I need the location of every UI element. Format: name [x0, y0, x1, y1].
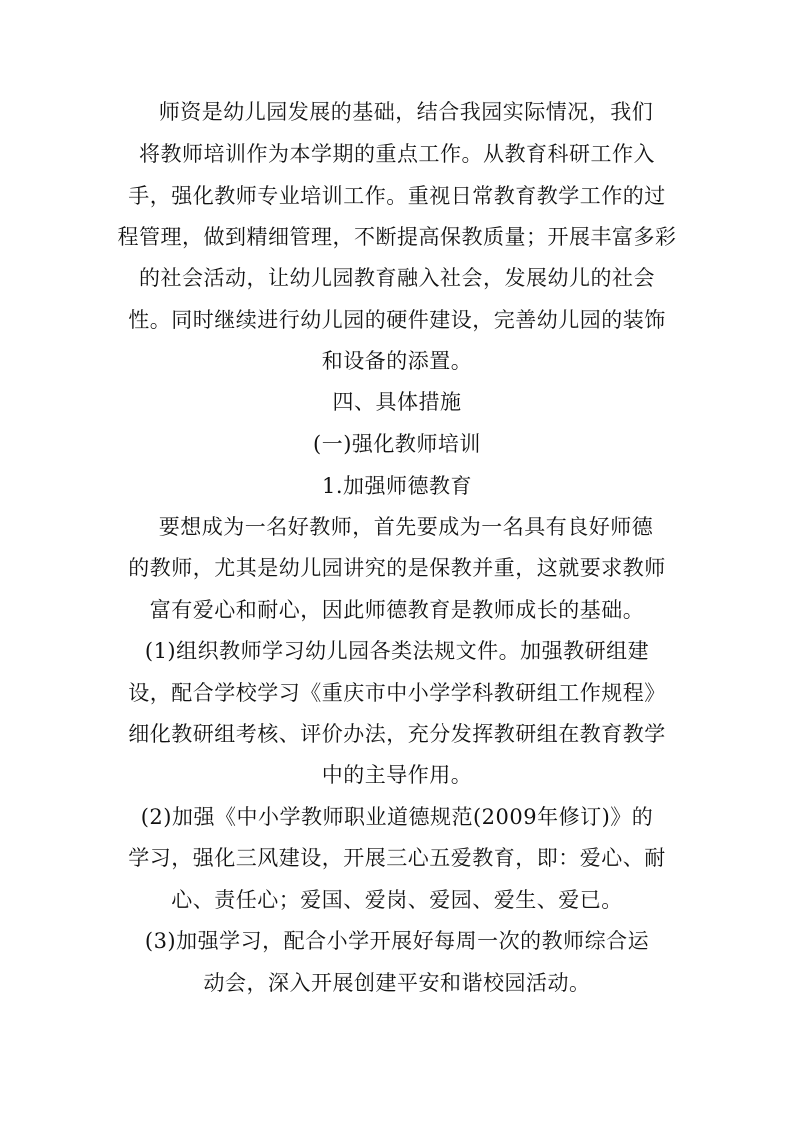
list-item-line: 心、责任心；爱国、爱岗、爱园、爱生、爱已。 [171, 888, 623, 912]
paragraph-line: 和设备的添置。 [321, 349, 473, 373]
subsection-heading: (一)强化教师培训 [313, 432, 481, 456]
item-heading: 1.加强师德教育 [321, 474, 473, 498]
paragraph-line: 富有爱心和耐心，因此师德教育是教师成长的基础。 [149, 598, 645, 622]
paragraph-line: 的社会活动，让幼儿园教育融入社会，发展幼儿的社会 [139, 266, 655, 290]
paragraph-line: 要想成为一名好教师，首先要成为一名具有良好师德 [158, 515, 654, 539]
paragraph-line: 性。同时继续进行幼儿园的硬件建设，完善幼儿园的装饰 [128, 308, 666, 332]
list-item-line: 学习，强化三风建设，开展三心五爱教育，即：爱心、耐 [128, 846, 666, 870]
list-item-line: 设，配合学校学习《重庆市中小学学科教研组工作规程》 [128, 681, 666, 705]
section-heading: 四、具体措施 [332, 390, 462, 414]
list-item-line: (1)组织教师学习幼儿园各类法规文件。加强教研组建 [144, 639, 650, 663]
paragraph-line: 将教师培训作为本学期的重点工作。从教育科研工作入 [139, 142, 655, 166]
list-item-line: (3)加强学习，配合小学开展好每周一次的教师综合运 [144, 929, 650, 953]
list-item-line: 细化教研组考核、评价办法，充分发挥教研组在教育教学 [128, 722, 666, 746]
paragraph-line: 程管理，做到精细管理，不断提高保教质量；开展丰富多彩 [117, 225, 677, 249]
paragraph-line: 的教师，尤其是幼儿园讲究的是保教并重，这就要求教师 [128, 556, 666, 580]
list-item-line: 中的主导作用。 [321, 763, 473, 787]
paragraph-line: 手，强化教师专业培训工作。重视日常教育教学工作的过 [128, 184, 666, 208]
list-item-line: (2)加强《中小学教师职业道德规范(2009年修订)》的 [140, 805, 654, 829]
paragraph-line: 师资是幼儿园发展的基础，结合我园实际情况，我们 [158, 100, 654, 124]
list-item-line: 动会，深入开展创建平安和谐校园活动。 [203, 971, 591, 995]
